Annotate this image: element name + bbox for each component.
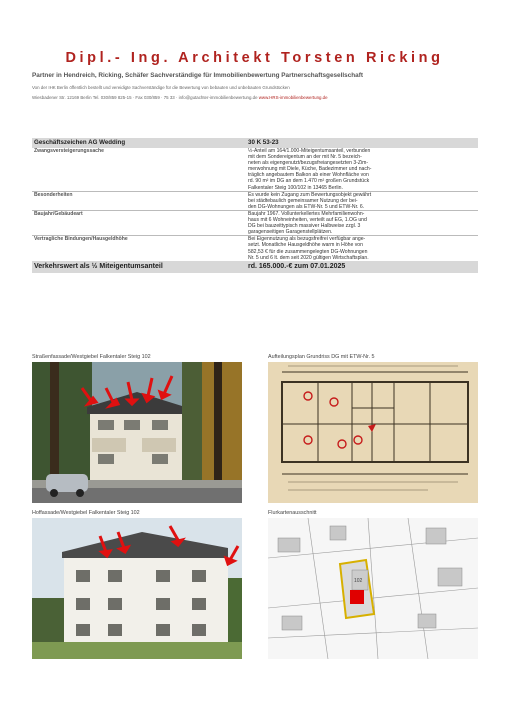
property-info-table [32, 138, 478, 273]
info-row-zwangsversteigerung [32, 148, 478, 191]
info-line: Nr. 5 und 6 lt. dem seit 2020 gültigen Wirtschaftsplan. [248, 254, 369, 261]
photo-court-caption: Hoffassade/Westgiebel Falkentaler Steig 102 [32, 510, 140, 516]
cadastral-map [268, 518, 478, 659]
info-label: Baujahr/Gebäudeart [32, 210, 246, 235]
info-line: ½-Anteil am 164/1.000-Miteigentumsanteil, verbunden [248, 148, 371, 154]
info-line: 582,53 € für die zusammengelegten DG-Wohnungen [248, 248, 368, 255]
info-row-baujahr [32, 210, 478, 235]
info-label: Zwangsversteigerungssache [34, 148, 104, 154]
parcel-number: 102 [354, 578, 363, 584]
info-line: Falkentaler Steig 100/102 in 13465 Berlin. [248, 184, 343, 191]
info-line: merwohnung mit Diele, Küche, Badezimmer und nach- [248, 166, 372, 173]
info-value [246, 191, 478, 210]
certification-line: Von der IHK Berlin öffentlich bestellt und vereidigte Sachverständige für die Bewertung von bebauten und unbebauten Grundstücken [32, 85, 290, 90]
plan-caption: Aufteilungsplan Grundriss DG mit ETW-Nr. 5 [268, 354, 375, 360]
info-value [246, 210, 478, 235]
aktenzeichen-value: 30 K 53-23 [246, 138, 478, 148]
court-facade-photo [32, 518, 242, 659]
info-value [246, 236, 478, 261]
website-link[interactable]: www.HRS-immobilienbewertung.de [258, 95, 328, 100]
info-line: Baujahr 1967. Vollunterkellertes Mehrfamilienwohn- [248, 210, 365, 217]
info-line: garagenseitigen Garagenstellplätzen. [248, 229, 333, 236]
info-line: träglich angebautem Balkon ab einer Wohnfläche von [248, 172, 369, 179]
info-line: rd. 90 m² im DG an dem 1.470 m² großen Grundstück [248, 178, 370, 185]
info-value [246, 148, 478, 191]
contact-text: Wiesbadener Str. 12169 Berlin Tel. 030/859 825-15 · Fax 030/859 · 75 33 · info@gutachter-immobilienbewertung.de [32, 95, 258, 100]
info-line: bei städtebaulich gemeinsamer Nutzung der bei- [248, 197, 358, 204]
aktenzeichen-row [32, 138, 478, 148]
verkehrswert-row [32, 261, 478, 273]
floor-plan-image [268, 362, 478, 503]
map-caption: Flurkartenausschnitt [268, 510, 317, 516]
info-line: mit dem Sondereigentum an der mit Nr. 5 bezeich- [248, 154, 362, 161]
info-row-besonderheiten [32, 191, 478, 210]
info-line: Bei Eigennutzung als bezugsfreifrei verfügbar ange- [248, 236, 366, 243]
verkehrswert-value: rd. 165.000.-€ zum 07.01.2025 [246, 261, 478, 273]
aktenzeichen-label: Geschäftszeichen AG Wedding [32, 138, 246, 148]
page-title: Dipl.- Ing. Architekt Torsten Ricking [65, 50, 444, 66]
info-line: neten als eigengenutzt/bezugsfreiangesetzten 3-Zim- [248, 160, 369, 167]
photo-street-caption: Straßenfassade/Westgiebel Falkentaler Steig 102 [32, 354, 151, 360]
info-label: Besonderheiten [32, 191, 246, 210]
info-line: den DG-Wohnungen als ETW-Nr. 5 und ETW-Nr. 6. [248, 203, 365, 210]
info-line: haus mit 6 Wohneinheiten, verteilt auf EG, 1.OG und [248, 217, 367, 224]
info-label: Vertragliche Bindungen/Hausgeldhöhe [32, 236, 246, 261]
contact-line [32, 95, 328, 100]
info-line: Es wurde kein Zugang zum Bewertungsobjekt gewährt [248, 191, 372, 198]
info-row-bindungen [32, 236, 478, 261]
street-facade-photo [32, 362, 242, 503]
info-line: DG bei bauzeittypisch massiver Halbweise zzgl. 3 [248, 223, 361, 230]
firm-subtitle: Partner in Hendreich, Ricking, Schäfer Sachverständige für Immobilienbewertung Partnerschaftsgesellschaft [32, 72, 363, 79]
info-line: setzt. Monatliche Hausgeldhöhe warm in Höhe von [248, 242, 363, 249]
verkehrswert-label: Verkehrswert als ½ Miteigentumsanteil [32, 261, 246, 273]
